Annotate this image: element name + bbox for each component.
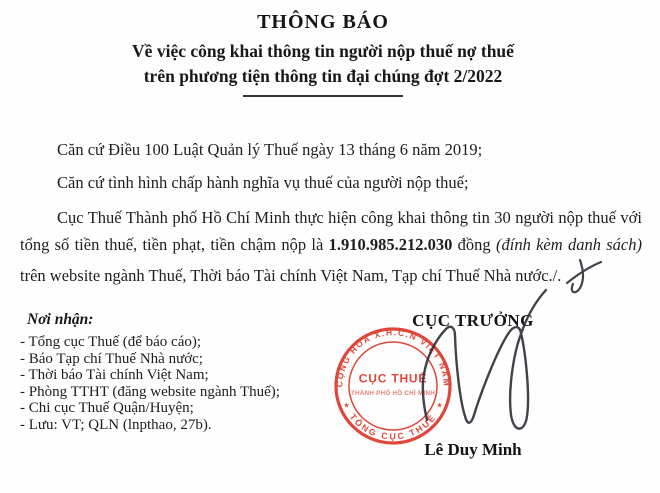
title-underline <box>243 95 403 97</box>
disclosure-text-2: đồng <box>452 235 496 255</box>
paragraph-legal-basis-1: Căn cứ Điều 100 Luật Quản lý Thuế ngày 13 tháng 6 năm 2019; <box>57 140 483 159</box>
recipient-item: - Lưu: VT; QLN (lnpthao, 27b). <box>20 416 212 433</box>
recipient-item: - Báo Tạp chí Thuế Nhà nước; <box>20 350 203 367</box>
tax-debt-amount: 1.910.985.212.030 <box>328 235 453 255</box>
signer-name: Lê Duy Minh <box>424 440 522 459</box>
disclosure-text-1: Cục Thuế Thành phố Hồ Chí Minh thực hiện công khai thông tin 30 người nộp thuế với tổng số tiền thuế, tiền phạt, tiền chậm nộp là <box>20 208 642 255</box>
stamp-bottom-arc-text: TỔNG CỤC THUẾ <box>347 411 439 442</box>
handwritten-paraph-icon <box>564 258 604 298</box>
recipient-item: - Thời báo Tài chính Việt Nam; <box>20 367 209 384</box>
stamp-center-line2: THÀNH PHỐ HỒ CHÍ MINH <box>351 390 435 397</box>
recipient-item: - Tổng cục Thuế (để báo cáo); <box>20 334 202 350</box>
recipients-section <box>20 311 365 434</box>
subtitle-line-2: trên phương tiện thông tin đại chúng đợt 2/2022 <box>143 66 503 86</box>
document-title: THÔNG BÁO <box>257 11 389 33</box>
subtitle-line-1: Về việc công khai thông tin người nộp thuế nợ thuế <box>132 41 514 61</box>
stamp-star-left-icon: ★ <box>343 402 350 410</box>
document-body <box>20 139 642 298</box>
stamp-center-line1: CỤC THUẾ <box>358 371 428 386</box>
handwritten-signature <box>400 285 560 445</box>
stamp-top-arc-text: CỘNG HÒA X.H.C.N VIỆT NAM <box>334 327 452 388</box>
stamp-star-right-icon: ★ <box>436 402 443 410</box>
recipient-item: - Phòng TTHT (đăng website ngành Thuế); <box>20 383 280 400</box>
recipients-heading: Nơi nhận: <box>27 311 94 328</box>
paragraph-legal-basis-2: Căn cứ tình hình chấp hành nghĩa vụ thuế của người nộp thuế; <box>57 173 469 192</box>
recipient-item: - Chi cục Thuế Quận/Huyện; <box>20 400 194 417</box>
document-heading <box>0 11 646 97</box>
signer-title: CỤC TRƯỞNG <box>412 311 534 330</box>
disclosure-text-3: trên website ngành Thuế, Thời báo Tài chính Việt Nam, Tạp chí Thuế Nhà nước./. <box>20 266 562 286</box>
document-subtitle <box>0 39 646 89</box>
attachment-note: (đính kèm danh sách) <box>495 235 642 255</box>
